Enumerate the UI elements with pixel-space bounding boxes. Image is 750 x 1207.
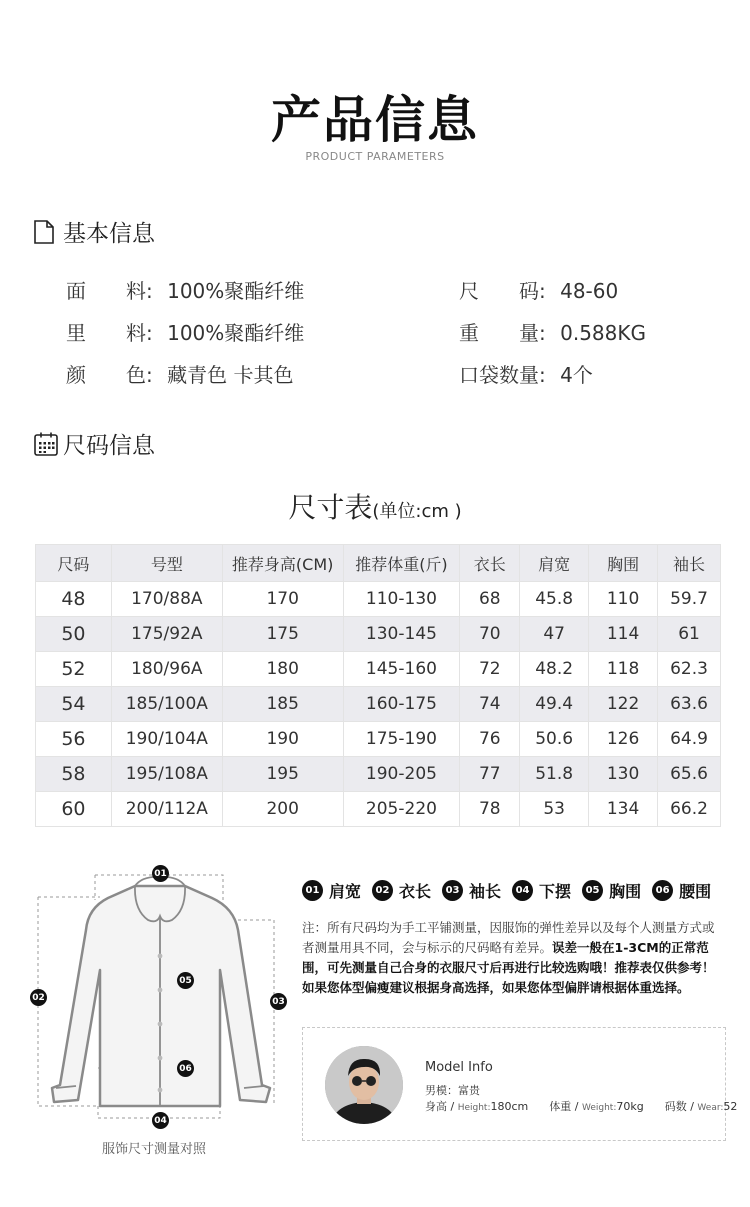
table-row <box>36 652 721 687</box>
weight-value: 70kg <box>616 1100 644 1113</box>
table-row <box>36 722 721 757</box>
basic-info-heading <box>33 215 155 248</box>
table-cell: 51.8 <box>520 757 589 792</box>
table-cell: 47 <box>520 617 589 652</box>
table-cell: 45.8 <box>520 582 589 617</box>
note-text: 注：所有尺码均为手工平铺测量，因服饰的弹性差异以及每个人测量方式或者测量用具不同，会与标示的尺码略有差异。 <box>302 920 715 955</box>
size-table-title-text: 尺寸表 <box>288 491 373 524</box>
weight-label-en: Weight: <box>581 1103 617 1113</box>
diagram-caption: 服饰尺寸测量对照 <box>102 1142 207 1157</box>
table-cell: 48.2 <box>520 652 589 687</box>
info-value: 100%聚酯纤维 <box>167 279 305 303</box>
table-cell: 130 <box>589 757 658 792</box>
table-cell: 59.7 <box>658 582 721 617</box>
marker-03: 03 <box>270 993 287 1010</box>
page-subtitle: PRODUCT PARAMETERS <box>305 150 445 163</box>
legend-item <box>582 879 641 902</box>
legend-item <box>512 879 571 902</box>
marker-05: 05 <box>177 972 194 989</box>
legend-item <box>652 879 711 902</box>
table-row <box>36 757 721 792</box>
size-table-title <box>0 486 750 526</box>
model-photo-icon <box>325 1046 403 1124</box>
table-cell: 76 <box>460 722 520 757</box>
table-cell: 58 <box>36 757 112 792</box>
column-header: 胸围 <box>589 545 658 582</box>
legend-number-badge: 05 <box>582 880 603 901</box>
legend-item <box>372 879 431 902</box>
table-cell: 195 <box>222 757 343 792</box>
column-header: 肩宽 <box>520 545 589 582</box>
info-weight <box>459 317 646 346</box>
size-info-heading <box>33 427 155 460</box>
table-cell: 175 <box>222 617 343 652</box>
legend-number-badge: 03 <box>442 880 463 901</box>
info-label: 颜 色: <box>66 363 153 387</box>
table-cell: 114 <box>589 617 658 652</box>
size-info-heading-text: 尺码信息 <box>63 433 155 459</box>
info-size-range <box>459 275 618 304</box>
table-cell: 70 <box>460 617 520 652</box>
marker-04: 04 <box>152 1112 169 1129</box>
model-info-card <box>302 1027 738 1141</box>
table-cell: 134 <box>589 792 658 827</box>
model-stats <box>425 1098 737 1114</box>
legend-number-badge: 06 <box>652 880 673 901</box>
table-cell: 200/112A <box>111 792 222 827</box>
info-label: 重 量: <box>459 321 546 345</box>
table-cell: 60 <box>36 792 112 827</box>
height-label-en: Height: <box>457 1103 491 1113</box>
table-row <box>36 617 721 652</box>
table-cell: 61 <box>658 617 721 652</box>
table-cell: 48 <box>36 582 112 617</box>
wear-label-en: Wear: <box>697 1103 724 1113</box>
marker-01: 01 <box>152 865 169 882</box>
table-cell: 72 <box>460 652 520 687</box>
table-cell: 54 <box>36 687 112 722</box>
table-cell: 110-130 <box>343 582 460 617</box>
model-name: 男模：富贵 <box>425 1084 480 1097</box>
note-emphasis: 误差一般在1-3CM的正常范围，可先测量自己合身的衣服尺寸后再进行比较选购哦！推荐表仅供参考！如果您体型偏瘦建议根据身高选择，如果您体型偏胖请根据体重选择。 <box>302 940 715 995</box>
weight-label: 体重 / <box>549 1100 579 1113</box>
table-cell: 170 <box>222 582 343 617</box>
size-table-unit: (单位:cm ) <box>372 501 462 522</box>
table-cell: 190 <box>222 722 343 757</box>
table-cell: 78 <box>460 792 520 827</box>
table-cell: 77 <box>460 757 520 792</box>
legend-item <box>302 879 361 902</box>
column-header: 号型 <box>111 545 222 582</box>
model-info-title: Model Info <box>425 1060 493 1075</box>
size-table <box>35 544 721 827</box>
measurement-legend <box>302 879 722 902</box>
marker-06: 06 <box>177 1060 194 1077</box>
height-label: 身高 / <box>425 1100 455 1113</box>
table-cell: 175/92A <box>111 617 222 652</box>
table-row <box>36 792 721 827</box>
legend-label: 袖长 <box>469 882 502 901</box>
table-cell: 50 <box>36 617 112 652</box>
legend-label: 衣长 <box>399 882 432 901</box>
table-cell: 63.6 <box>658 687 721 722</box>
table-cell: 52 <box>36 652 112 687</box>
table-cell: 62.3 <box>658 652 721 687</box>
table-cell: 180 <box>222 652 343 687</box>
info-value: 藏青色 卡其色 <box>167 363 294 387</box>
legend-label: 下摆 <box>539 882 572 901</box>
column-header: 尺码 <box>36 545 112 582</box>
calendar-icon <box>33 431 59 457</box>
wear-value: 52 <box>723 1100 738 1113</box>
table-cell: 65.6 <box>658 757 721 792</box>
column-header: 衣长 <box>460 545 520 582</box>
column-header: 推荐体重(斤) <box>343 545 460 582</box>
shirt-measurement-diagram <box>30 860 292 1132</box>
table-cell: 74 <box>460 687 520 722</box>
info-label: 里 料: <box>66 321 153 345</box>
table-cell: 56 <box>36 722 112 757</box>
info-lining <box>66 317 304 346</box>
table-row <box>36 582 721 617</box>
legend-label: 腰围 <box>679 882 712 901</box>
info-value: 100%聚酯纤维 <box>167 321 305 345</box>
table-cell: 185 <box>222 687 343 722</box>
table-cell: 122 <box>589 687 658 722</box>
table-cell: 195/108A <box>111 757 222 792</box>
table-cell: 185/100A <box>111 687 222 722</box>
basic-info-heading-text: 基本信息 <box>63 221 155 247</box>
info-label: 尺 码: <box>459 279 546 303</box>
table-cell: 50.6 <box>520 722 589 757</box>
info-pockets <box>459 359 593 388</box>
legend-label: 胸围 <box>609 882 642 901</box>
info-value: 0.588KG <box>560 321 646 345</box>
page-title: 产品信息 <box>271 91 479 149</box>
legend-number-badge: 04 <box>512 880 533 901</box>
document-icon <box>33 220 55 244</box>
info-color <box>66 359 293 388</box>
legend-item <box>442 879 501 902</box>
marker-02: 02 <box>30 989 47 1006</box>
table-cell: 160-175 <box>343 687 460 722</box>
table-cell: 145-160 <box>343 652 460 687</box>
table-cell: 49.4 <box>520 687 589 722</box>
table-cell: 68 <box>460 582 520 617</box>
table-cell: 66.2 <box>658 792 721 827</box>
table-cell: 175-190 <box>343 722 460 757</box>
table-cell: 130-145 <box>343 617 460 652</box>
column-header: 推荐身高(CM) <box>222 545 343 582</box>
table-cell: 53 <box>520 792 589 827</box>
table-cell: 190-205 <box>343 757 460 792</box>
info-label: 口袋数量: <box>459 363 546 387</box>
legend-number-badge: 02 <box>372 880 393 901</box>
height-value: 180cm <box>490 1100 529 1113</box>
table-cell: 180/96A <box>111 652 222 687</box>
table-cell: 110 <box>589 582 658 617</box>
measurement-note <box>302 918 726 998</box>
info-value: 48-60 <box>560 279 619 303</box>
table-cell: 64.9 <box>658 722 721 757</box>
info-fabric <box>66 275 304 304</box>
legend-number-badge: 01 <box>302 880 323 901</box>
info-value: 4个 <box>560 363 593 387</box>
table-cell: 205-220 <box>343 792 460 827</box>
table-cell: 118 <box>589 652 658 687</box>
wear-label: 码数 / <box>664 1100 694 1113</box>
table-row <box>36 687 721 722</box>
table-cell: 200 <box>222 792 343 827</box>
table-cell: 126 <box>589 722 658 757</box>
size-table-header <box>36 545 721 582</box>
column-header: 袖长 <box>658 545 721 582</box>
table-cell: 190/104A <box>111 722 222 757</box>
legend-label: 肩宽 <box>329 882 362 901</box>
model-avatar <box>325 1046 403 1124</box>
info-label: 面 料: <box>66 279 153 303</box>
table-cell: 170/88A <box>111 582 222 617</box>
